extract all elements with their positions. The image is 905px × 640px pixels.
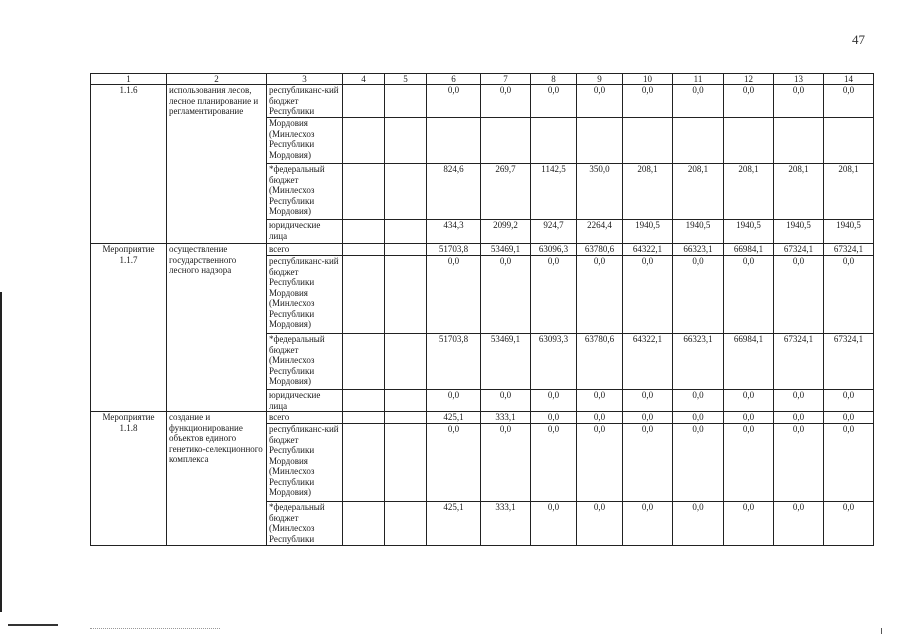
header-cell: 8	[531, 74, 577, 85]
empty-cell	[385, 412, 427, 424]
empty-cell	[385, 164, 427, 220]
value-cell: 0,0	[623, 390, 673, 412]
value-cell	[623, 118, 673, 164]
value-cell: 924,7	[531, 220, 577, 244]
value-cell: 0,0	[577, 424, 623, 502]
funding-source-cell: республиканс-кий бюджет Республики Мордовия (Минлесхоз Республики Мордовия)	[267, 256, 343, 334]
measure-name-cell: осуществление государственного лесного надзора	[167, 244, 267, 412]
empty-cell	[385, 118, 427, 164]
value-cell: 0,0	[481, 390, 531, 412]
value-cell: 425,1	[427, 502, 481, 546]
value-cell: 269,7	[481, 164, 531, 220]
measure-id-cell: 1.1.6	[91, 85, 167, 244]
value-cell: 53469,1	[481, 244, 531, 256]
value-cell: 208,1	[824, 164, 874, 220]
value-cell: 1940,5	[824, 220, 874, 244]
value-cell	[724, 118, 774, 164]
value-cell: 0,0	[427, 85, 481, 118]
scan-edge-mark	[0, 292, 2, 612]
value-cell: 0,0	[724, 256, 774, 334]
value-cell: 64322,1	[623, 334, 673, 390]
value-cell	[531, 118, 577, 164]
empty-cell	[343, 390, 385, 412]
value-cell: 434,3	[427, 220, 481, 244]
table-body	[91, 85, 874, 546]
value-cell: 0,0	[673, 412, 724, 424]
empty-cell	[385, 85, 427, 118]
value-cell: 0,0	[623, 502, 673, 546]
scan-dots-mark	[90, 628, 220, 630]
value-cell: 0,0	[531, 412, 577, 424]
value-cell: 66323,1	[673, 334, 724, 390]
empty-cell	[343, 220, 385, 244]
value-cell: 0,0	[481, 85, 531, 118]
table-row	[91, 412, 874, 424]
value-cell: 0,0	[623, 424, 673, 502]
value-cell: 0,0	[774, 502, 824, 546]
scan-tick-mark	[881, 628, 882, 634]
value-cell: 0,0	[577, 412, 623, 424]
value-cell: 0,0	[673, 424, 724, 502]
value-cell: 63093,3	[531, 334, 577, 390]
empty-cell	[385, 244, 427, 256]
header-cell: 10	[623, 74, 673, 85]
empty-cell	[343, 502, 385, 546]
funding-source-cell: *федеральный бюджет (Минлесхоз Республики Мордовия)	[267, 334, 343, 390]
header-cell: 9	[577, 74, 623, 85]
funding-source-cell: юридические лица	[267, 220, 343, 244]
value-cell: 66984,1	[724, 334, 774, 390]
value-cell: 333,1	[481, 502, 531, 546]
measure-id-cell: Мероприятие 1.1.7	[91, 244, 167, 412]
header-row	[91, 74, 874, 85]
empty-cell	[385, 334, 427, 390]
value-cell: 0,0	[531, 390, 577, 412]
value-cell: 0,0	[724, 424, 774, 502]
empty-cell	[343, 244, 385, 256]
value-cell	[481, 118, 531, 164]
value-cell	[774, 118, 824, 164]
value-cell: 2264,4	[577, 220, 623, 244]
value-cell: 333,1	[481, 412, 531, 424]
value-cell: 0,0	[724, 502, 774, 546]
value-cell: 1940,5	[623, 220, 673, 244]
value-cell: 0,0	[724, 412, 774, 424]
empty-cell	[343, 164, 385, 220]
empty-cell	[385, 256, 427, 334]
value-cell: 0,0	[577, 390, 623, 412]
value-cell: 1940,5	[673, 220, 724, 244]
value-cell: 824,6	[427, 164, 481, 220]
funding-source-cell: *федеральный бюджет (Минлесхоз Республики	[267, 502, 343, 546]
value-cell: 0,0	[427, 424, 481, 502]
value-cell: 0,0	[531, 502, 577, 546]
funding-source-cell: Мордовия (Минлесхоз Республики Мордовия)	[267, 118, 343, 164]
value-cell: 350,0	[577, 164, 623, 220]
value-cell: 0,0	[824, 502, 874, 546]
value-cell: 0,0	[824, 412, 874, 424]
budget-table	[90, 73, 874, 546]
value-cell: 1142,5	[531, 164, 577, 220]
value-cell: 0,0	[774, 424, 824, 502]
funding-source-cell: республиканс-кий бюджет Республики	[267, 85, 343, 118]
value-cell: 0,0	[531, 256, 577, 334]
value-cell: 64322,1	[623, 244, 673, 256]
value-cell: 0,0	[577, 502, 623, 546]
value-cell: 208,1	[724, 164, 774, 220]
scan-bottom-mark	[8, 624, 58, 626]
value-cell: 0,0	[623, 412, 673, 424]
value-cell: 1940,5	[774, 220, 824, 244]
value-cell: 0,0	[481, 256, 531, 334]
value-cell: 63780,6	[577, 334, 623, 390]
value-cell: 0,0	[774, 390, 824, 412]
header-cell: 2	[167, 74, 267, 85]
value-cell: 0,0	[427, 256, 481, 334]
empty-cell	[385, 502, 427, 546]
value-cell: 0,0	[724, 85, 774, 118]
header-cell: 13	[774, 74, 824, 85]
value-cell: 0,0	[673, 85, 724, 118]
empty-cell	[385, 390, 427, 412]
funding-source-cell: всего	[267, 244, 343, 256]
page-number: 47	[852, 32, 865, 47]
header-cell: 11	[673, 74, 724, 85]
value-cell: 0,0	[824, 85, 874, 118]
value-cell: 208,1	[774, 164, 824, 220]
value-cell: 0,0	[673, 502, 724, 546]
header-cell: 6	[427, 74, 481, 85]
table-row	[91, 244, 874, 256]
header-cell: 14	[824, 74, 874, 85]
empty-cell	[385, 424, 427, 502]
value-cell: 0,0	[577, 85, 623, 118]
value-cell: 0,0	[824, 390, 874, 412]
value-cell: 67324,1	[824, 334, 874, 390]
funding-source-cell: республиканс-кий бюджет Республики Мордовия (Минлесхоз Республики Мордовия)	[267, 424, 343, 502]
empty-cell	[343, 412, 385, 424]
value-cell: 0,0	[774, 256, 824, 334]
value-cell	[673, 118, 724, 164]
value-cell	[427, 118, 481, 164]
value-cell: 2099,2	[481, 220, 531, 244]
value-cell: 0,0	[673, 256, 724, 334]
value-cell: 0,0	[824, 424, 874, 502]
value-cell: 53469,1	[481, 334, 531, 390]
empty-cell	[343, 118, 385, 164]
header-cell: 5	[385, 74, 427, 85]
empty-cell	[343, 424, 385, 502]
value-cell: 0,0	[427, 390, 481, 412]
value-cell: 0,0	[623, 85, 673, 118]
measure-id-cell: Мероприятие 1.1.8	[91, 412, 167, 546]
empty-cell	[385, 220, 427, 244]
value-cell	[577, 118, 623, 164]
value-cell: 0,0	[724, 390, 774, 412]
value-cell: 208,1	[673, 164, 724, 220]
header-cell: 1	[91, 74, 167, 85]
value-cell: 0,0	[774, 85, 824, 118]
value-cell: 425,1	[427, 412, 481, 424]
value-cell: 67324,1	[774, 334, 824, 390]
header-cell: 3	[267, 74, 343, 85]
header-cell: 12	[724, 74, 774, 85]
funding-source-cell: всего	[267, 412, 343, 424]
value-cell: 0,0	[673, 390, 724, 412]
value-cell: 0,0	[577, 256, 623, 334]
measure-name-cell: создание и функционирование объектов единого генетико-селекционного комплекса	[167, 412, 267, 546]
value-cell: 63096,3	[531, 244, 577, 256]
value-cell: 51703,8	[427, 334, 481, 390]
value-cell	[824, 118, 874, 164]
empty-cell	[343, 85, 385, 118]
value-cell: 0,0	[623, 256, 673, 334]
funding-source-cell: *федеральный бюджет (Минлесхоз Республики Мордовия)	[267, 164, 343, 220]
header-cell: 7	[481, 74, 531, 85]
header-cell: 4	[343, 74, 385, 85]
value-cell: 0,0	[824, 256, 874, 334]
value-cell: 63780,6	[577, 244, 623, 256]
value-cell: 208,1	[623, 164, 673, 220]
funding-source-cell: юридические лица	[267, 390, 343, 412]
value-cell: 0,0	[531, 424, 577, 502]
empty-cell	[343, 256, 385, 334]
value-cell: 0,0	[774, 412, 824, 424]
value-cell: 51703,8	[427, 244, 481, 256]
empty-cell	[343, 334, 385, 390]
value-cell: 0,0	[531, 85, 577, 118]
value-cell: 1940,5	[724, 220, 774, 244]
table-row	[91, 85, 874, 118]
value-cell: 67324,1	[824, 244, 874, 256]
value-cell: 0,0	[481, 424, 531, 502]
value-cell: 67324,1	[774, 244, 824, 256]
value-cell: 66984,1	[724, 244, 774, 256]
measure-name-cell: использования лесов, лесное планирование и регламентирование	[167, 85, 267, 244]
value-cell: 66323,1	[673, 244, 724, 256]
